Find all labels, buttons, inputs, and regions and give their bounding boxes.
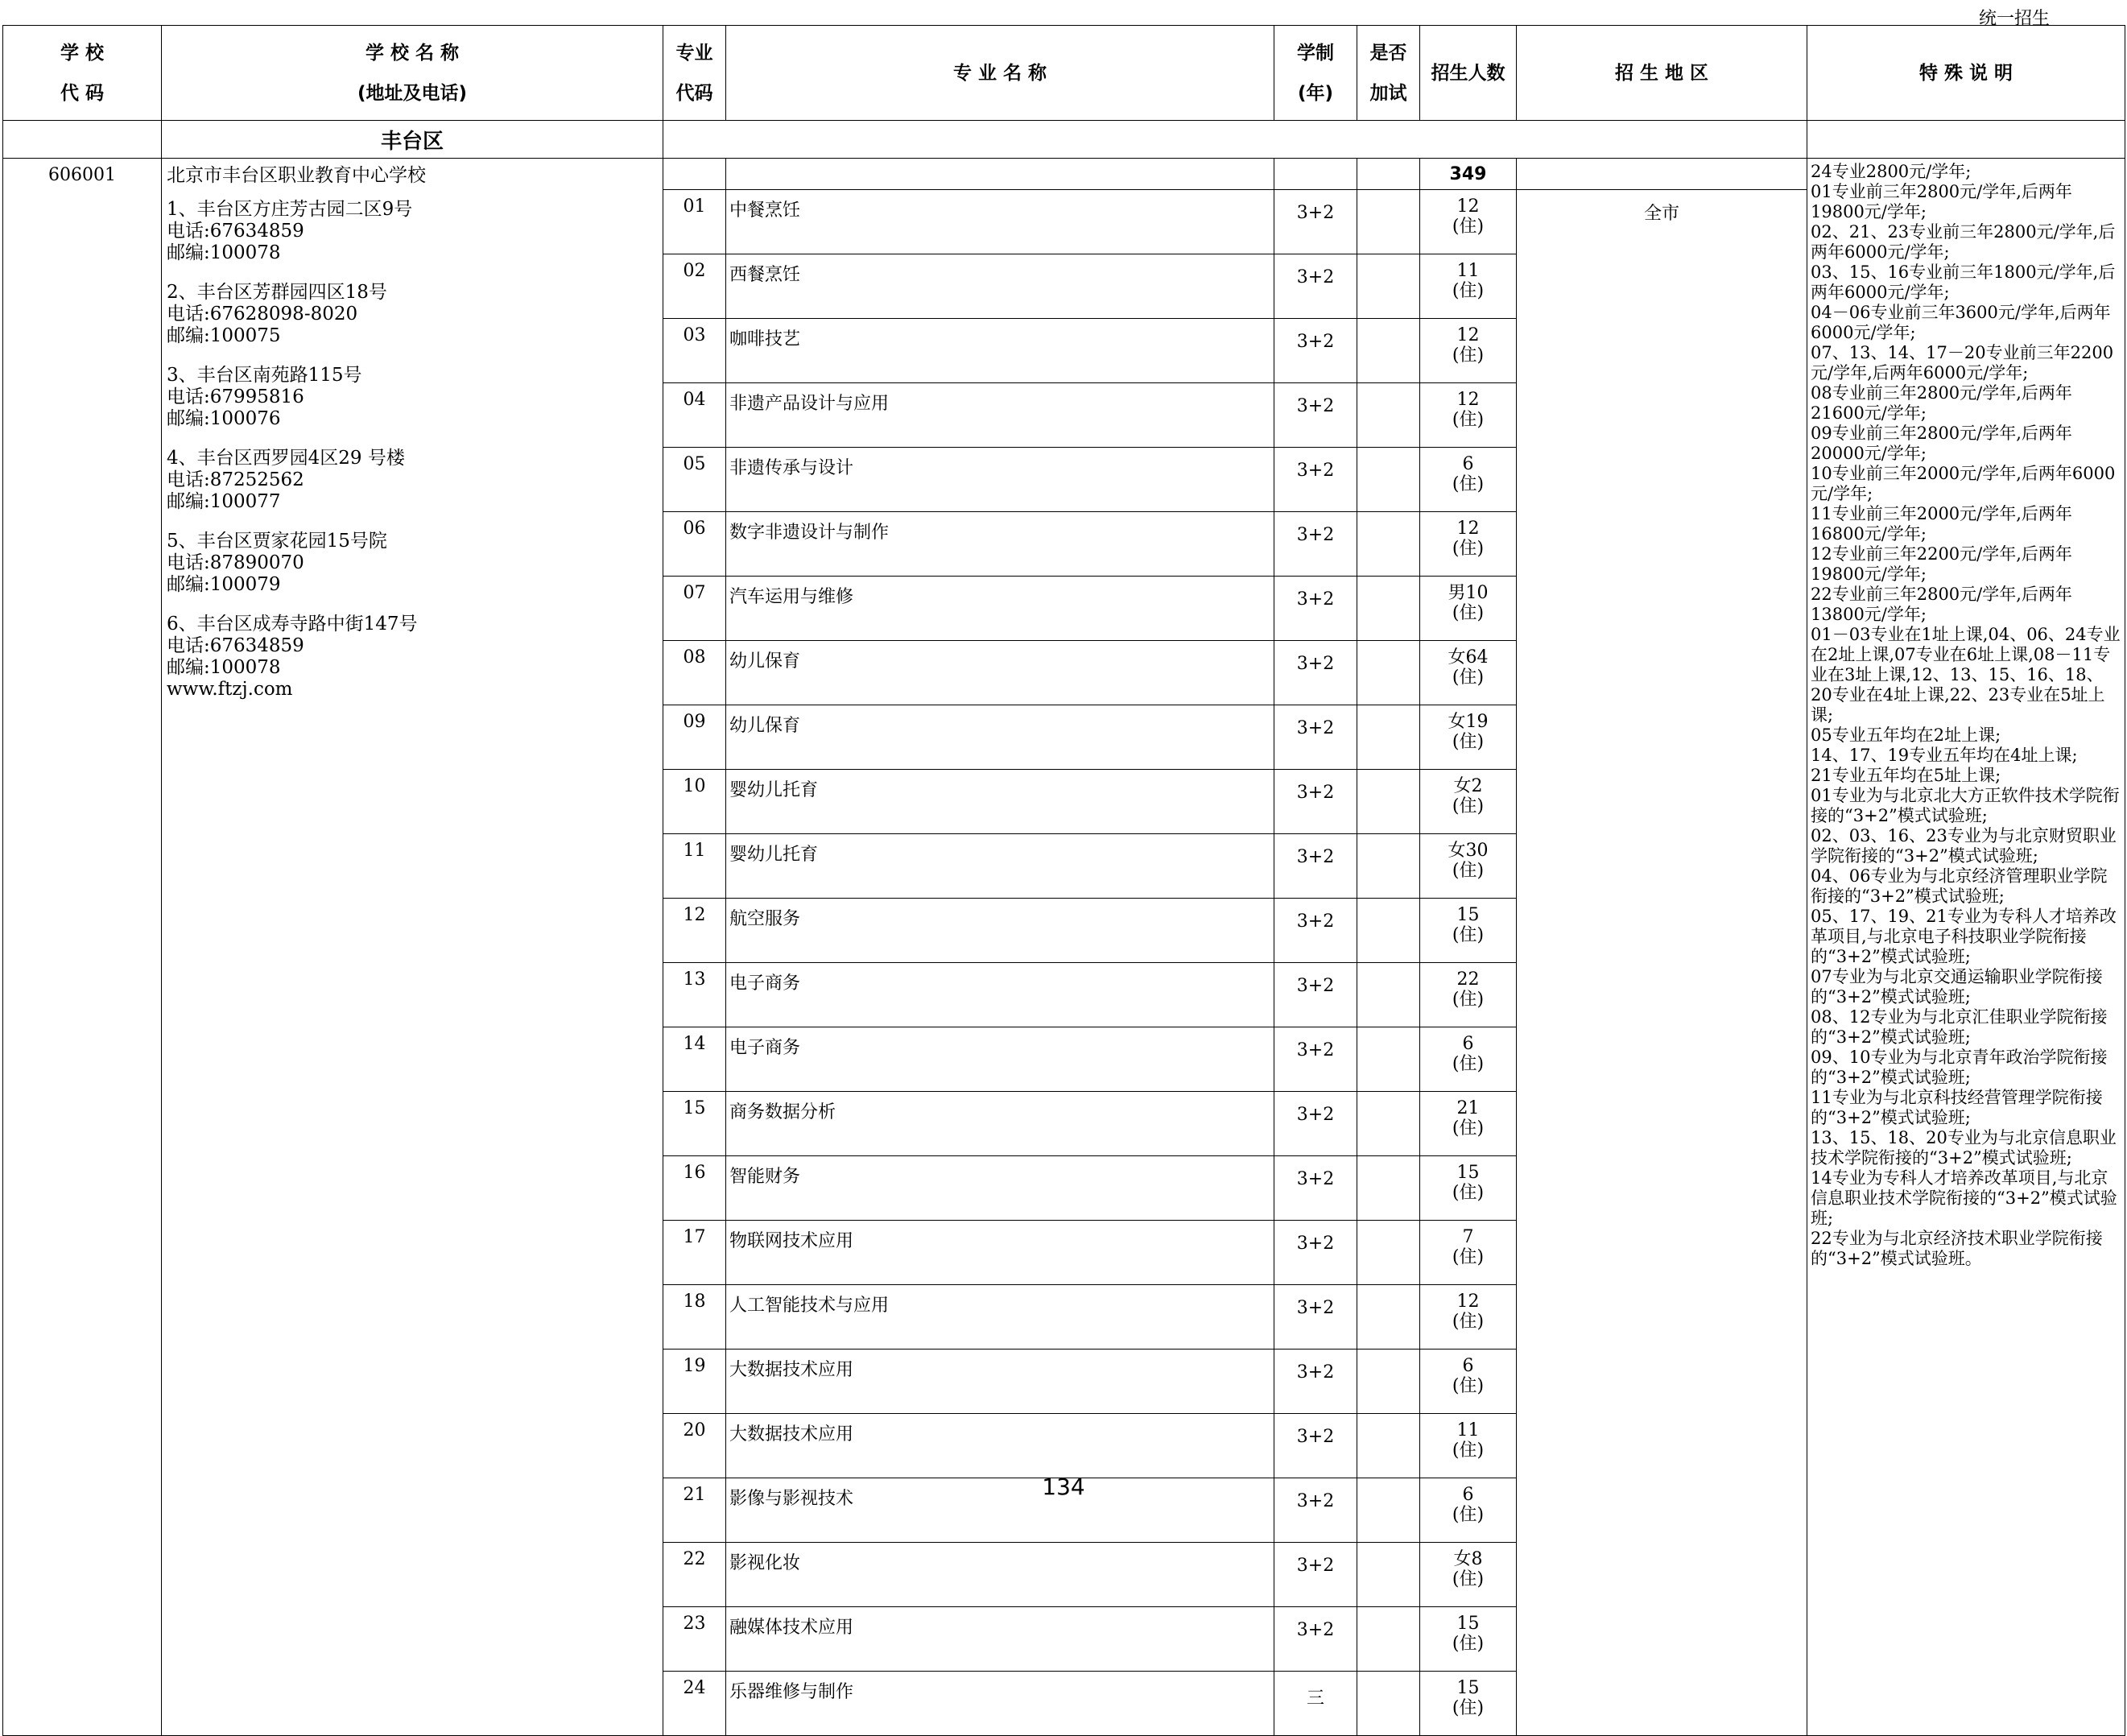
major-name: 电子商务 [726,1027,1274,1092]
zip-line: 邮编:100079 [167,574,281,595]
major-code: 20 [663,1414,726,1478]
major-enrollment [1420,705,1517,770]
major-enrollment [1420,319,1517,383]
major-name: 咖啡技艺 [726,319,1274,383]
page-number: 134 [1042,1474,1085,1500]
header-school-name: 学 校 名 称 (地址及电话) [162,26,663,121]
major-extra-test [1357,577,1420,641]
boarding-note: (住) [1452,1312,1485,1332]
major-code: 12 [663,899,726,963]
boarding-note: (住) [1452,281,1485,301]
major-enrollment [1420,1543,1517,1607]
major-duration: 3+2 [1274,1027,1357,1092]
major-name: 汽车运用与维修 [726,577,1274,641]
major-name: 商务数据分析 [726,1092,1274,1156]
boarding-note: (住) [1452,668,1485,688]
boarding-note: (住) [1452,1569,1485,1589]
enrollment-count: 6 [1462,1034,1474,1054]
boarding-note: (住) [1452,1183,1485,1203]
major-duration: 3+2 [1274,1478,1357,1543]
major-enrollment [1420,834,1517,899]
phone-line: 电话:67634859 [167,221,304,242]
major-duration: 3+2 [1274,834,1357,899]
enrollment-count: 22 [1456,969,1480,990]
enrollment-count: 21 [1456,1098,1480,1118]
major-code: 03 [663,319,726,383]
major-name: 智能财务 [726,1156,1274,1221]
boarding-note: (住) [1452,1440,1485,1461]
enrollment-count: 12 [1456,519,1480,539]
enrollment-count: 7 [1462,1227,1474,1247]
major-extra-test [1357,1414,1420,1478]
major-name: 非遗传承与设计 [726,448,1274,512]
address-block [167,282,658,347]
address-block [167,365,658,430]
major-enrollment [1420,641,1517,705]
enrollment-count: 6 [1462,1485,1474,1505]
header-row [3,26,2125,121]
major-name: 乐器维修与制作 [726,1672,1274,1736]
school-name: 北京市丰台区职业教育中心学校 [167,165,426,186]
boarding-note: (住) [1452,539,1485,559]
zip-line: 邮编:100077 [167,491,281,512]
enrollment-region: 全市 [1517,190,1807,1736]
major-extra-test [1357,834,1420,899]
major-name: 影像与影视技术 [726,1478,1274,1543]
major-code: 01 [663,190,726,254]
header-notes: 特 殊 说 明 [1807,26,2125,121]
major-enrollment [1420,963,1517,1027]
major-duration: 3+2 [1274,1285,1357,1350]
boarding-note: (住) [1452,990,1485,1010]
major-extra-test [1357,1092,1420,1156]
major-enrollment [1420,1156,1517,1221]
major-duration: 3+2 [1274,641,1357,705]
enrollment-count: 12 [1456,390,1480,410]
major-extra-test [1357,770,1420,834]
address-line: 6、丰台区成寿寺路中街147号 [167,614,418,634]
boarding-note: (住) [1452,1118,1485,1139]
header-major-code: 专业 代码 [663,26,726,121]
enrollment-count: 12 [1456,196,1480,217]
major-name: 人工智能技术与应用 [726,1285,1274,1350]
corner-label: 统一招生 [1979,9,2051,29]
major-enrollment [1420,1092,1517,1156]
major-code: 24 [663,1672,726,1736]
major-extra-test [1357,1221,1420,1285]
enrollment-count: 男10 [1448,583,1489,603]
major-enrollment [1420,1672,1517,1736]
boarding-note: (住) [1452,217,1485,237]
major-duration: 3+2 [1274,1543,1357,1607]
major-extra-test [1357,448,1420,512]
major-extra-test [1357,254,1420,319]
major-code: 16 [663,1156,726,1221]
district-row [3,121,2125,159]
major-code: 19 [663,1350,726,1414]
header-major-name: 专 业 名 称 [726,26,1274,121]
address-line: 3、丰台区南苑路115号 [167,365,362,386]
enrollment-count: 女19 [1448,712,1489,732]
major-extra-test [1357,1027,1420,1092]
major-name: 影视化妆 [726,1543,1274,1607]
major-enrollment [1420,770,1517,834]
major-code: 11 [663,834,726,899]
boarding-note: (住) [1452,925,1485,945]
boarding-note: (住) [1452,1698,1485,1718]
major-enrollment [1420,254,1517,319]
enrollment-count: 11 [1456,261,1480,281]
major-code: 06 [663,512,726,577]
header-enrollment: 招生人数 [1420,26,1517,121]
major-extra-test [1357,899,1420,963]
phone-line: 电话:67995816 [167,386,304,407]
major-duration: 三 [1274,1672,1357,1736]
enrollment-count: 11 [1456,1420,1480,1440]
phone-line: 电话:67634859 [167,635,304,656]
address-block [167,614,658,679]
major-enrollment [1420,190,1517,254]
boarding-note: (住) [1452,1054,1485,1074]
phone-line: 电话:67628098-8020 [167,304,358,324]
address-line: 1、丰台区方庄芳古园二区9号 [167,199,413,220]
major-code: 23 [663,1607,726,1672]
enrollment-count: 12 [1456,1292,1480,1312]
zip-line: 邮编:100076 [167,408,281,429]
major-duration: 3+2 [1274,577,1357,641]
address-line: 5、丰台区贾家花园15号院 [167,531,387,552]
address-line: 4、丰台区西罗园4区29 号楼 [167,448,405,469]
boarding-note: (住) [1452,345,1485,366]
major-code: 17 [663,1221,726,1285]
major-enrollment [1420,1350,1517,1414]
major-code: 13 [663,963,726,1027]
header-extra-test: 是否 加试 [1357,26,1420,121]
major-enrollment [1420,1607,1517,1672]
header-school-code: 学 校 代 码 [3,26,162,121]
enrollment-count: 12 [1456,325,1480,345]
major-extra-test [1357,641,1420,705]
major-name: 航空服务 [726,899,1274,963]
phone-line: 电话:87252562 [167,469,304,490]
zip-line: 邮编:100078 [167,242,281,263]
school-total-row [3,159,2125,190]
major-duration: 3+2 [1274,448,1357,512]
major-duration: 3+2 [1274,1221,1357,1285]
major-code: 04 [663,383,726,448]
major-name: 融媒体技术应用 [726,1607,1274,1672]
major-extra-test [1357,1350,1420,1414]
major-code: 09 [663,705,726,770]
major-name: 婴幼儿托育 [726,834,1274,899]
zip-line: 邮编:100078 [167,657,281,678]
boarding-note: (住) [1452,1634,1485,1654]
major-extra-test [1357,190,1420,254]
major-extra-test [1357,1607,1420,1672]
boarding-note: (住) [1452,1376,1485,1396]
boarding-note: (住) [1452,1505,1485,1525]
enrollment-count: 女64 [1448,647,1489,668]
major-extra-test [1357,319,1420,383]
enrollment-count: 女30 [1448,841,1489,861]
major-duration: 3+2 [1274,512,1357,577]
enrollment-count: 6 [1462,1356,1474,1376]
major-enrollment [1420,1285,1517,1350]
major-code: 15 [663,1092,726,1156]
address-block [167,531,658,596]
major-duration: 3+2 [1274,899,1357,963]
major-name: 电子商务 [726,963,1274,1027]
major-duration: 3+2 [1274,770,1357,834]
major-duration: 3+2 [1274,1350,1357,1414]
enrollment-count: 女8 [1453,1549,1483,1569]
phone-line: 电话:87890070 [167,552,304,573]
major-duration: 3+2 [1274,963,1357,1027]
major-duration: 3+2 [1274,1414,1357,1478]
header-region: 招 生 地 区 [1517,26,1807,121]
major-name: 大数据技术应用 [726,1350,1274,1414]
major-duration: 3+2 [1274,383,1357,448]
major-name: 大数据技术应用 [726,1414,1274,1478]
boarding-note: (住) [1452,474,1485,494]
major-name: 西餐烹饪 [726,254,1274,319]
zip-line: 邮编:100075 [167,325,281,346]
major-code: 22 [663,1543,726,1607]
major-code: 18 [663,1285,726,1350]
address-list [167,199,658,679]
special-notes: 24专业2800元/学年; 01专业前三年2800元/学年,后两年19800元/学年; 02、21、23专业前三年2800元/学年,后两年6000元/学年; 03、15、16专业前三年1800元/学年,后两年6000元/学年; 04－06专业前三年3600元/学年,后两年6000元/学年; 07、13、14、17－20专业前三年2200元/学年,后两年6000元/学年; 08专业前三年2800元/学年,后两年21600元/学年; 09专业前三年2800元/学年,后两年20000元/学年; 10专业前三年2000元/学年,后两年6000元/学年; 11专业前三年2000元/学年,后两年16800元/学年; 12专业前三年2200元/学年,后两年19800元/学年; 22专业前三年2800元/学年,后两年13800元/学年; 01－03专业在1址上课,04、06、24专业在2址上课,07专业在6址上课,08－11专业在3址上课,12、13、15、16、18、20专业在4址上课,22、23专业在5址上课; 05专业五年均在2址上课; 14、17、19专业五年均在4址上课; 21专业五年均在5址上课; 01专业为与北京北大方正软件技术学院衔接的“3+2”模式试验班; 02、03、16、23专业为与北京财贸职业学院衔接的“3+2”模式试验班; 04、06专业为与北京经济管理职业学院衔接的“3+2”模式试验班; 05、17、19、21专业为专科人才培养改革项目,与北京电子科技职业学院衔接的“3+2”模式试验班; 07专业为与北京交通运输职业学院衔接的“3+2”模式试验班; 08、12专业为与北京汇佳职业学院衔接的“3+2”模式试验班; 09、10专业为与北京青年政治学院衔接的“3+2”模式试验班; 11专业为与北京科技经营管理学院衔接的“3+2”模式试验班; 13、15、18、20专业为与北京信息职业技术学院衔接的“3+2”模式试验班; 14专业为专科人才培养改革项目,与北京信息职业技术学院衔接的“3+2”模式试验班; 22专业为与北京经济技术职业学院衔接的“3+2”模式试验班。 [1807,159,2125,1736]
school-website: www.ftzj.com [167,679,293,700]
enrollment-count: 15 [1456,1678,1480,1698]
major-name: 物联网技术应用 [726,1221,1274,1285]
school-code: 606001 [3,159,162,1736]
major-name: 数字非遗设计与制作 [726,512,1274,577]
enrollment-count: 女2 [1453,776,1483,796]
header-duration: 学制 (年) [1274,26,1357,121]
major-extra-test [1357,1156,1420,1221]
major-duration: 3+2 [1274,319,1357,383]
major-code: 10 [663,770,726,834]
major-duration: 3+2 [1274,1156,1357,1221]
major-name: 幼儿保育 [726,641,1274,705]
major-enrollment [1420,383,1517,448]
major-extra-test [1357,1285,1420,1350]
major-duration: 3+2 [1274,1607,1357,1672]
major-code: 21 [663,1478,726,1543]
enrollment-count: 15 [1456,1614,1480,1634]
major-name: 中餐烹饪 [726,190,1274,254]
major-enrollment [1420,899,1517,963]
enrollment-count: 15 [1456,905,1480,925]
address-line: 2、丰台区芳群园四区18号 [167,282,387,303]
major-code: 05 [663,448,726,512]
district-name: 丰台区 [162,121,663,159]
major-enrollment [1420,1221,1517,1285]
major-extra-test [1357,383,1420,448]
address-block [167,199,658,264]
major-enrollment [1420,512,1517,577]
major-duration: 3+2 [1274,190,1357,254]
major-duration: 3+2 [1274,1092,1357,1156]
major-extra-test [1357,963,1420,1027]
major-name: 非遗产品设计与应用 [726,383,1274,448]
major-code: 08 [663,641,726,705]
enrollment-count: 15 [1456,1163,1480,1183]
enrollment-total: 349 [1420,159,1517,190]
boarding-note: (住) [1452,410,1485,430]
major-extra-test [1357,512,1420,577]
major-enrollment [1420,1027,1517,1092]
boarding-note: (住) [1452,732,1485,752]
major-name: 幼儿保育 [726,705,1274,770]
major-extra-test [1357,705,1420,770]
major-enrollment [1420,577,1517,641]
major-name: 婴幼儿托育 [726,770,1274,834]
major-extra-test [1357,1543,1420,1607]
major-duration: 3+2 [1274,705,1357,770]
boarding-note: (住) [1452,861,1485,881]
major-enrollment [1420,1414,1517,1478]
major-duration: 3+2 [1274,254,1357,319]
boarding-note: (住) [1452,796,1485,816]
boarding-note: (住) [1452,1247,1485,1267]
address-block [167,448,658,513]
enrollment-count: 6 [1462,454,1474,474]
major-code: 14 [663,1027,726,1092]
major-extra-test [1357,1672,1420,1736]
major-enrollment [1420,448,1517,512]
major-code: 07 [663,577,726,641]
boarding-note: (住) [1452,603,1485,623]
major-code: 02 [663,254,726,319]
